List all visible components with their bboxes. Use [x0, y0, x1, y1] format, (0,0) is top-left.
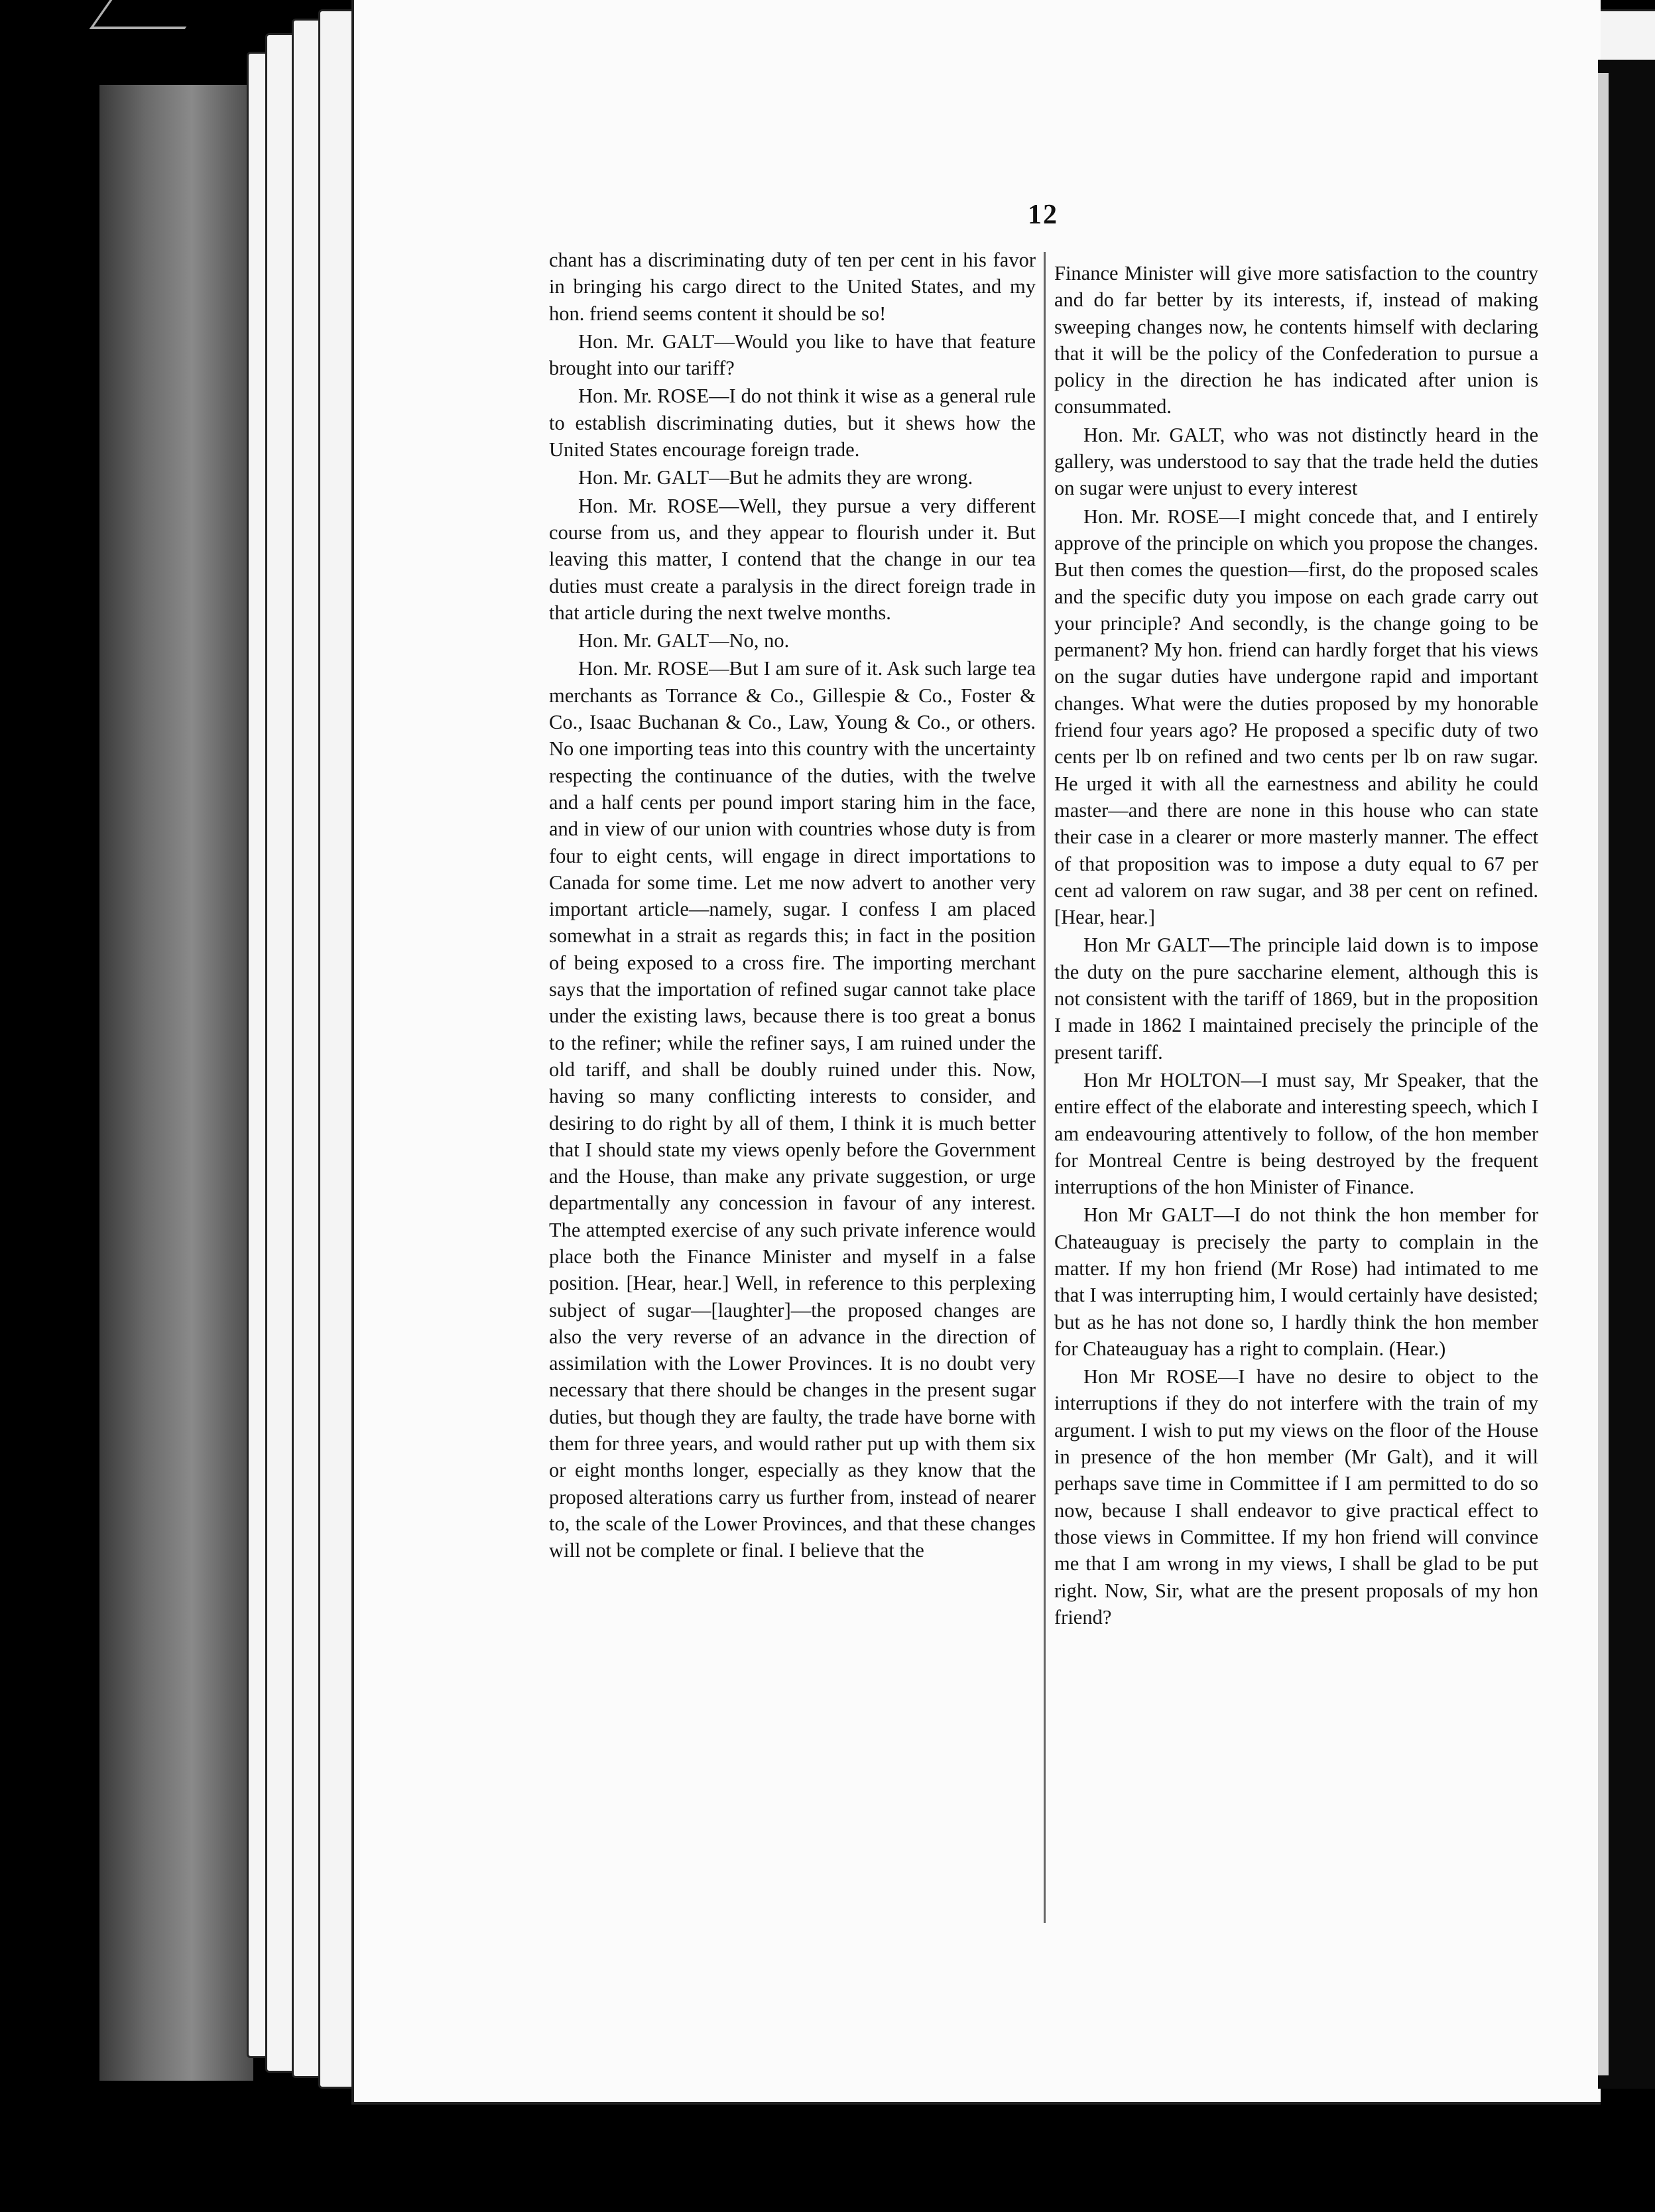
book-spine	[99, 85, 253, 2081]
corner-mark	[90, 0, 206, 29]
right-column	[1054, 260, 1538, 1632]
paragraph: Hon. Mr. ROSE—But I am sure of it. Ask such large tea merchants as Torrance & Co., Gillespie & Co., Foster & Co., Isaac Buchanan & Co., Law, Young & Co., or others. No one importing teas into this country with the uncertainty respecting the continuance of the duties, with the twelve and a half cents per pound import staring him in the face, and in view of our union with countries whose duty is from four to eight cents, will engage in direct importations to Canada for some time. Let me now advert to another very important article—namely, sugar. I confess I am placed somewhat in a strait as regards this; in fact in the position of being exposed to a cross fire. The importing merchant says that the importation of refined sugar cannot take place under the existing laws, because there is too great a bonus to the refiner; while the refiner says, I am ruined under the old tariff, and shall be doubly ruined under this. Now, having so many conflicting interests to consider, and desiring to do right by all of them, I think it is much better that I should state my views openly before the Government and the House, than make any private suggestion, or urge departmentally any concession in favour of any interest. The attempted exercise of any such private inference would place both the Finance Minister and myself in a false position. [Hear, hear.] Well, in reference to this perplexing subject of sugar—[laughter]—the proposed changes are also the very reverse of an advance in the direction of assimilation with the Lower Provinces. It is no doubt very necessary that there should be changes in the present sugar duties, but though they are faulty, the trade have borne with them for three years, and would rather put up with them six or eight months longer, especially as they know that the proposed alterations carry us further from, instead of nearer to, the scale of the Lower Provinces, and that these changes will not be complete or final. I believe that the	[549, 657, 1036, 1562]
column-divider	[1044, 252, 1046, 1923]
paragraph: Finance Minister will give more satisfaction to the country and do far better by its interests, if, instead of making sweeping changes now, he contents himself with declaring that it will be the policy of the Confederation to pursue a policy in the direction he has indicated after union is consummated.	[1054, 262, 1538, 418]
paragraph: Hon. Mr. GALT—Would you like to have that feature brought into our tariff?	[549, 330, 1036, 380]
paragraph: Hon. Mr. GALT, who was not distinctly heard in the gallery, was understood to say that the trade held the duties on sugar were unjust to every interest	[1054, 423, 1538, 500]
paragraph: Hon. Mr. GALT—But he admits they are wrong.	[578, 466, 973, 489]
paragraph: chant has a discriminating duty of ten per cent in his favor in bringing his cargo direct to the United States, and my hon. friend seems content it should be so!	[549, 249, 1036, 325]
paragraph: Hon. Mr. GALT—No, no.	[578, 629, 790, 652]
paragraph: Hon. Mr. ROSE—I might concede that, and I entirely approve of the principle on which you propose the changes. But then comes the question—first, do the proposed scales and the specific duty you impose on each grade carry out your principle? And secondly, is the change going to be permanent? My hon. friend can hardly forget that his views on the sugar duties have undergone rapid and important changes. What were the duties proposed by my honorable friend four years ago? He proposed a specific duty of two cents per lb on refined and two cents per lb on raw sugar. He urged it with all the earnestness and ability he could master—and there are none in this house who can state their case in a clearer or more masterly manner. The effect of that proposition was to impose a duty equal to 67 per cent ad valorem on raw sugar, and 38 per cent on refined. [Hear, hear.]	[1054, 505, 1538, 929]
paragraph: Hon. Mr. ROSE—I do not think it wise as a general rule to establish discriminating duties, but it shews how the United States encourage foreign trade.	[549, 385, 1036, 461]
paragraph: Hon Mr HOLTON—I must say, Mr Speaker, that the entire effect of the elaborate and interesting speech, which I am endeavouring attentively to follow, of the hon member for Montreal Centre is being destroyed by the frequent interruptions of the hon Minister of Finance.	[1054, 1068, 1538, 1199]
page-number: 12	[1028, 200, 1058, 230]
paragraph: Hon Mr GALT—The principle laid down is to impose the duty on the pure saccharine element, although this is not consistent with the tariff of 1869, but in the proposition I made in 1862 I maintained precisely the principle of the present tariff.	[1054, 934, 1538, 1064]
paragraph: Hon. Mr. ROSE—Well, they pursue a very different course from us, and they appear to flourish under it. But leaving this matter, I contend that the change in our tea duties must create a paralysis in the direct foreign trade in that article during the next twelve months.	[549, 494, 1036, 624]
next-page-edge	[1598, 73, 1609, 2075]
paragraph: Hon Mr ROSE—I have no desire to object to the interruptions if they do not interfere with the train of my argument. I wish to put my views on the floor of the House in presence of the hon member (Mr Galt), and it will perhaps save time in Committee if I am permitted to do so now, because I shall endeavor to give practical effect to those views in Committee. If my hon friend will convince me that I am wrong in my views, I shall be glad to be put right. Now, Sir, what are the present proposals of my hon friend?	[1054, 1365, 1538, 1628]
paragraph: Hon Mr GALT—I do not think the hon member for Chateauguay is precisely the party to complain in the matter. If my hon friend (Mr Rose) had intimated to me that I was interrupting him, I would certainly have desisted; but as he has not done so, I hardly think the hon member for Chateauguay has a right to complain. (Hear.)	[1054, 1203, 1538, 1360]
left-column	[549, 247, 1036, 1566]
